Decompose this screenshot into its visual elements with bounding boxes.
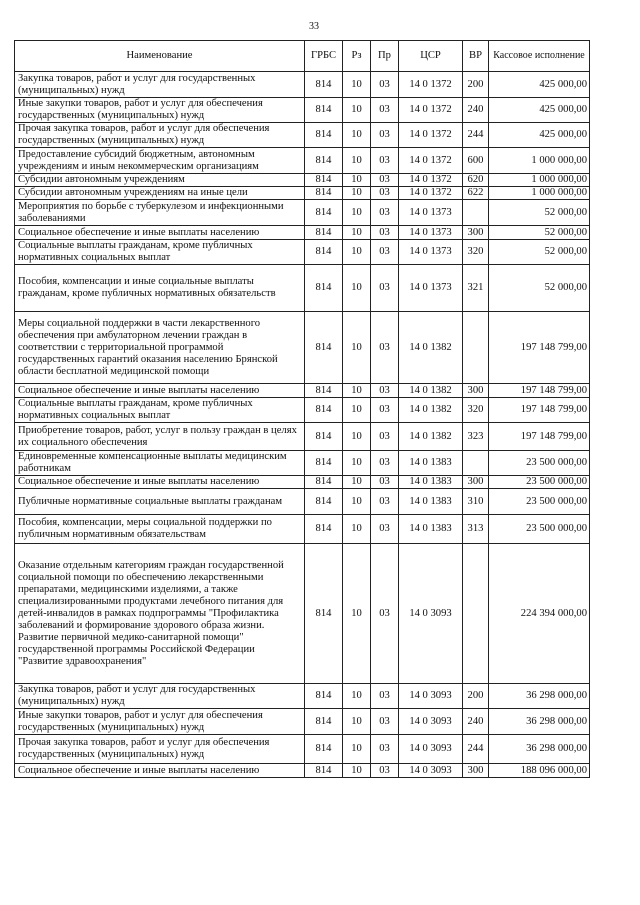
- cell-vr: 240: [463, 709, 489, 735]
- cell-vr: [463, 312, 489, 384]
- cell-csr: 14 0 1372: [399, 72, 463, 98]
- cell-vr: 323: [463, 423, 489, 451]
- cell-rz: 10: [343, 735, 371, 764]
- table-row: [15, 174, 590, 187]
- cell-vr: 321: [463, 265, 489, 312]
- cell-rz: 10: [343, 226, 371, 240]
- table-row: [15, 709, 590, 735]
- cell-rz: 10: [343, 240, 371, 265]
- cell-pr: 03: [371, 544, 399, 684]
- cell-sum: 197 148 799,00: [489, 312, 590, 384]
- cell-rz: 10: [343, 200, 371, 226]
- cell-pr: 03: [371, 98, 399, 123]
- cell-sum: 52 000,00: [489, 200, 590, 226]
- cell-pr: 03: [371, 398, 399, 423]
- table-row: [15, 148, 590, 174]
- column-header-vr: ВР: [463, 41, 489, 72]
- table-row: [15, 123, 590, 148]
- cell-name: Публичные нормативные социальные выплаты гражданам: [15, 489, 305, 515]
- table-row: [15, 735, 590, 764]
- cell-name: Прочая закупка товаров, работ и услуг для обеспечения государственных (муниципальных) нужд: [15, 735, 305, 764]
- table-row: [15, 423, 590, 451]
- cell-csr: 14 0 1383: [399, 515, 463, 544]
- table-header-row: [15, 41, 590, 72]
- table-row: [15, 398, 590, 423]
- cell-sum: 23 500 000,00: [489, 515, 590, 544]
- cell-name: Пособия, компенсации и иные социальные выплаты гражданам, кроме публичных нормативных обязательств: [15, 265, 305, 312]
- table-row: [15, 200, 590, 226]
- cell-pr: 03: [371, 265, 399, 312]
- cell-name: Оказание отдельным категориям граждан государственной социальной помощи по обеспечению лекарственными препаратами, медицинскими изделиями, а также специализированными продуктами лечебного питания для детей-инвалидов в рамках подпрограммы "Профилактика заболеваний и формирование здорового образа жизни. Развитие первичной медико-санитарной помощи" государственной программы Российской Федерации "Развитие здравоохранения": [15, 544, 305, 684]
- column-header-sum: Кассовое исполнение: [489, 41, 590, 72]
- cell-vr: 620: [463, 174, 489, 187]
- cell-grbs: 814: [305, 451, 343, 476]
- column-header-csr: ЦСР: [399, 41, 463, 72]
- cell-vr: 310: [463, 489, 489, 515]
- cell-csr: 14 0 1372: [399, 123, 463, 148]
- cell-pr: 03: [371, 312, 399, 384]
- cell-csr: 14 0 1382: [399, 398, 463, 423]
- cell-grbs: 814: [305, 764, 343, 778]
- cell-name: Единовременные компенсационные выплаты медицинским работникам: [15, 451, 305, 476]
- cell-grbs: 814: [305, 265, 343, 312]
- cell-grbs: 814: [305, 174, 343, 187]
- cell-csr: 14 0 1373: [399, 200, 463, 226]
- cell-name: Социальное обеспечение и иные выплаты населению: [15, 476, 305, 489]
- cell-csr: 14 0 1372: [399, 98, 463, 123]
- cell-name: Иные закупки товаров, работ и услуг для обеспечения государственных (муниципальных) нужд: [15, 98, 305, 123]
- cell-vr: [463, 451, 489, 476]
- column-header-rz: Рз: [343, 41, 371, 72]
- cell-name: Субсидии автономным учреждениям: [15, 174, 305, 187]
- cell-name: Социальное обеспечение и иные выплаты населению: [15, 226, 305, 240]
- cell-csr: 14 0 1373: [399, 226, 463, 240]
- cell-rz: 10: [343, 174, 371, 187]
- cell-grbs: 814: [305, 384, 343, 398]
- cell-sum: 52 000,00: [489, 240, 590, 265]
- cell-sum: 188 096 000,00: [489, 764, 590, 778]
- cell-vr: 200: [463, 684, 489, 709]
- cell-csr: 14 0 1382: [399, 312, 463, 384]
- cell-rz: 10: [343, 312, 371, 384]
- cell-vr: 320: [463, 398, 489, 423]
- cell-pr: 03: [371, 200, 399, 226]
- column-header-name: Наименование: [15, 41, 305, 72]
- cell-sum: 52 000,00: [489, 265, 590, 312]
- column-header-pr: Пр: [371, 41, 399, 72]
- cell-pr: 03: [371, 476, 399, 489]
- cell-grbs: 814: [305, 200, 343, 226]
- cell-grbs: 814: [305, 735, 343, 764]
- cell-csr: 14 0 1372: [399, 148, 463, 174]
- cell-name: Иные закупки товаров, работ и услуг для обеспечения государственных (муниципальных) нужд: [15, 709, 305, 735]
- cell-rz: 10: [343, 764, 371, 778]
- cell-pr: 03: [371, 72, 399, 98]
- cell-pr: 03: [371, 423, 399, 451]
- cell-csr: 14 0 1373: [399, 240, 463, 265]
- cell-csr: 14 0 3093: [399, 735, 463, 764]
- cell-name: Социальные выплаты гражданам, кроме публичных нормативных социальных выплат: [15, 398, 305, 423]
- cell-pr: 03: [371, 515, 399, 544]
- cell-grbs: 814: [305, 684, 343, 709]
- cell-grbs: 814: [305, 123, 343, 148]
- cell-sum: 197 148 799,00: [489, 384, 590, 398]
- table-row: [15, 684, 590, 709]
- cell-pr: 03: [371, 187, 399, 200]
- table-row: [15, 451, 590, 476]
- cell-sum: 224 394 000,00: [489, 544, 590, 684]
- cell-csr: 14 0 1382: [399, 423, 463, 451]
- cell-name: Приобретение товаров, работ, услуг в пользу граждан в целях их социального обеспечения: [15, 423, 305, 451]
- cell-rz: 10: [343, 398, 371, 423]
- cell-grbs: 814: [305, 72, 343, 98]
- cell-rz: 10: [343, 515, 371, 544]
- column-header-grbs: ГРБС: [305, 41, 343, 72]
- cell-sum: 1 000 000,00: [489, 174, 590, 187]
- cell-grbs: 814: [305, 240, 343, 265]
- cell-name: Социальные выплаты гражданам, кроме публичных нормативных социальных выплат: [15, 240, 305, 265]
- cell-rz: 10: [343, 384, 371, 398]
- cell-sum: 36 298 000,00: [489, 684, 590, 709]
- table-row: [15, 544, 590, 684]
- cell-sum: 425 000,00: [489, 123, 590, 148]
- cell-name: Пособия, компенсации, меры социальной поддержки по публичным нормативным обязательствам: [15, 515, 305, 544]
- cell-grbs: 814: [305, 489, 343, 515]
- table-row: [15, 240, 590, 265]
- cell-sum: 1 000 000,00: [489, 148, 590, 174]
- cell-vr: 300: [463, 764, 489, 778]
- cell-sum: 23 500 000,00: [489, 489, 590, 515]
- cell-pr: 03: [371, 240, 399, 265]
- cell-pr: 03: [371, 489, 399, 515]
- cell-rz: 10: [343, 709, 371, 735]
- cell-name: Социальное обеспечение и иные выплаты населению: [15, 384, 305, 398]
- cell-rz: 10: [343, 72, 371, 98]
- cell-rz: 10: [343, 544, 371, 684]
- cell-sum: 197 148 799,00: [489, 423, 590, 451]
- cell-vr: 600: [463, 148, 489, 174]
- cell-vr: 300: [463, 226, 489, 240]
- cell-sum: 1 000 000,00: [489, 187, 590, 200]
- cell-grbs: 814: [305, 148, 343, 174]
- cell-csr: 14 0 1383: [399, 451, 463, 476]
- cell-vr: 622: [463, 187, 489, 200]
- cell-rz: 10: [343, 98, 371, 123]
- cell-vr: 200: [463, 72, 489, 98]
- cell-vr: 313: [463, 515, 489, 544]
- cell-grbs: 814: [305, 476, 343, 489]
- table-row: [15, 72, 590, 98]
- page-number: 33: [309, 21, 319, 32]
- cell-pr: 03: [371, 123, 399, 148]
- cell-name: Прочая закупка товаров, работ и услуг для обеспечения государственных (муниципальных) нужд: [15, 123, 305, 148]
- cell-pr: 03: [371, 684, 399, 709]
- cell-csr: 14 0 3093: [399, 544, 463, 684]
- cell-rz: 10: [343, 423, 371, 451]
- table-row: [15, 312, 590, 384]
- table-row: [15, 98, 590, 123]
- cell-name: Предоставление субсидий бюджетным, автономным учреждениям и иным некоммерческим организациям: [15, 148, 305, 174]
- table-row: [15, 476, 590, 489]
- cell-pr: 03: [371, 764, 399, 778]
- cell-csr: 14 0 1383: [399, 476, 463, 489]
- cell-pr: 03: [371, 384, 399, 398]
- cell-name: Социальное обеспечение и иные выплаты населению: [15, 764, 305, 778]
- table-row: [15, 187, 590, 200]
- cell-grbs: 814: [305, 312, 343, 384]
- cell-name: Субсидии автономным учреждениям на иные цели: [15, 187, 305, 200]
- table-row: [15, 265, 590, 312]
- cell-vr: 240: [463, 98, 489, 123]
- cell-rz: 10: [343, 684, 371, 709]
- cell-vr: 300: [463, 384, 489, 398]
- cell-name: Мероприятия по борьбе с туберкулезом и инфекционными заболеваниями: [15, 200, 305, 226]
- table-row: [15, 764, 590, 778]
- cell-vr: 244: [463, 735, 489, 764]
- cell-name: Меры социальной поддержки в части лекарственного обеспечения при амбулаторном лечении граждан в соответствии с территориальной программой государственных гарантий оказания населению Брянской области бесплатной медицинской помощи: [15, 312, 305, 384]
- cell-grbs: 814: [305, 187, 343, 200]
- cell-rz: 10: [343, 187, 371, 200]
- cell-csr: 14 0 1372: [399, 174, 463, 187]
- cell-csr: 14 0 3093: [399, 764, 463, 778]
- cell-pr: 03: [371, 174, 399, 187]
- cell-sum: 425 000,00: [489, 98, 590, 123]
- table-row: [15, 515, 590, 544]
- cell-vr: [463, 544, 489, 684]
- table-row: [15, 226, 590, 240]
- cell-sum: 52 000,00: [489, 226, 590, 240]
- cell-grbs: 814: [305, 398, 343, 423]
- cell-pr: 03: [371, 709, 399, 735]
- cell-rz: 10: [343, 476, 371, 489]
- cell-grbs: 814: [305, 515, 343, 544]
- table-row: [15, 384, 590, 398]
- cell-rz: 10: [343, 148, 371, 174]
- cell-rz: 10: [343, 451, 371, 476]
- cell-sum: 197 148 799,00: [489, 398, 590, 423]
- cell-csr: 14 0 1373: [399, 265, 463, 312]
- cell-name: Закупка товаров, работ и услуг для государственных (муниципальных) нужд: [15, 684, 305, 709]
- cell-sum: 36 298 000,00: [489, 735, 590, 764]
- cell-name: Закупка товаров, работ и услуг для государственных (муниципальных) нужд: [15, 72, 305, 98]
- budget-execution-table: [14, 40, 590, 778]
- cell-vr: 320: [463, 240, 489, 265]
- cell-rz: 10: [343, 489, 371, 515]
- cell-pr: 03: [371, 148, 399, 174]
- cell-sum: 23 500 000,00: [489, 451, 590, 476]
- cell-grbs: 814: [305, 544, 343, 684]
- cell-rz: 10: [343, 265, 371, 312]
- cell-sum: 425 000,00: [489, 72, 590, 98]
- cell-grbs: 814: [305, 98, 343, 123]
- cell-grbs: 814: [305, 423, 343, 451]
- cell-csr: 14 0 3093: [399, 684, 463, 709]
- cell-csr: 14 0 1372: [399, 187, 463, 200]
- cell-csr: 14 0 3093: [399, 709, 463, 735]
- cell-csr: 14 0 1383: [399, 489, 463, 515]
- cell-pr: 03: [371, 226, 399, 240]
- cell-grbs: 814: [305, 226, 343, 240]
- cell-vr: 244: [463, 123, 489, 148]
- cell-pr: 03: [371, 735, 399, 764]
- cell-sum: 36 298 000,00: [489, 709, 590, 735]
- cell-sum: 23 500 000,00: [489, 476, 590, 489]
- table-row: [15, 489, 590, 515]
- cell-vr: 300: [463, 476, 489, 489]
- cell-rz: 10: [343, 123, 371, 148]
- cell-grbs: 814: [305, 709, 343, 735]
- cell-csr: 14 0 1382: [399, 384, 463, 398]
- cell-pr: 03: [371, 451, 399, 476]
- cell-vr: [463, 200, 489, 226]
